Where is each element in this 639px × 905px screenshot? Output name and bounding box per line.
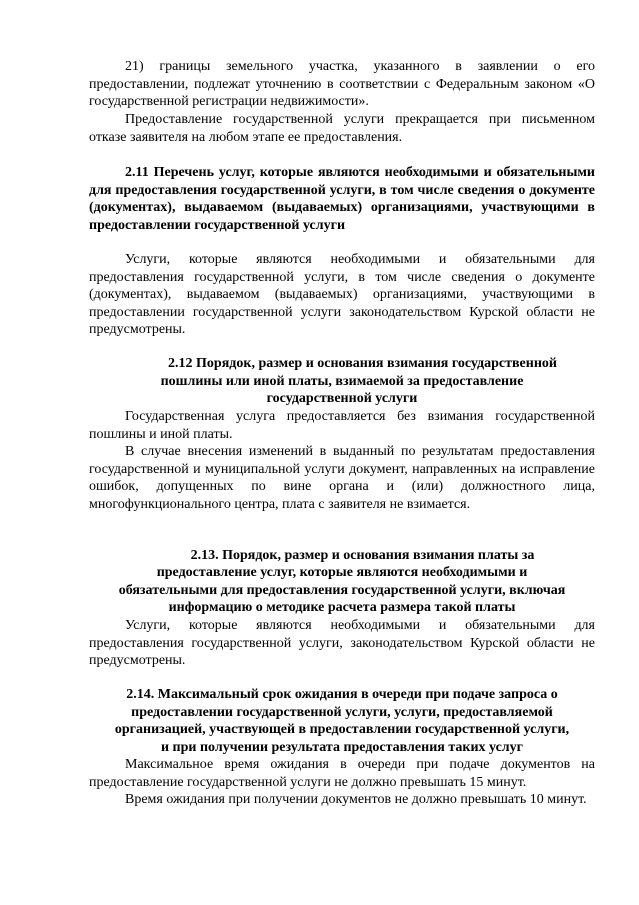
paragraph-fees-not-provided: Услуги, которые являются необходимыми и обязательными для предоставления государственной услуги, законодательством Курской области не предусмотрены.	[89, 618, 595, 668]
section-heading-2-11: 2.11 Перечень услуг, которые являются необходимыми и обязательными для предоставления государственной услуги, в том числе сведения о документе (документах), выдаваемом (выдаваемых) организациями, участвующими в предоставлении государственной услуги	[89, 165, 595, 233]
heading-line: и при получении результата предоставления таких услуг	[160, 740, 524, 755]
paragraph-termination: Предоставление государственной услуги прекращается при письменном отказе заявителя на любом этапе ее предоставления.	[89, 112, 595, 145]
heading-line: пошлины или иной платы, взимаемой за предоставление	[160, 374, 524, 389]
heading-line: 2.12 Порядок, размер и основания взимания государственной	[168, 356, 557, 371]
paragraph-no-fee: Государственная услуга предоставляется без взимания государственной пошлины и иной платы.	[89, 409, 595, 442]
paragraph-services-list: Услуги, которые являются необходимыми и обязательными для предоставления государственной услуги, в том числе сведения о документе (документах), выдаваемом (выдаваемых) организациями, участвующими в предоставлении государственной услуги законодательством Курской области не предусмотрены.	[89, 252, 595, 337]
heading-line: организацией, участвующей в предоставлении государственной услуги,	[114, 722, 570, 737]
paragraph-item-21: 21) границы земельного участка, указанного в заявлении о его предоставлении, подлежат уточнению в соответствии с Федеральным законом «О государственной регистрации недвижимости».	[89, 59, 595, 109]
paragraph-corrections: В случае внесения изменений в выданный по результатам предоставления государственной и муниципальной услуги документ, направленных на исправление ошибок, допущенных по вине органа и (или) должностного лица, многофункционального центра, плата с заявителя не взимается.	[89, 444, 595, 512]
heading-line: государственной услуги	[266, 391, 418, 406]
heading-line: предоставление услуг, которые являются необходимыми и	[156, 565, 528, 580]
heading-line: 2.14. Максимальный срок ожидания в очереди при подаче запроса о	[126, 687, 558, 702]
heading-line: информацию о методике расчета размера такой платы	[168, 600, 516, 615]
heading-line: обязательными для предоставления государственной услуги, включая	[118, 583, 566, 598]
paragraph-queue-time: Максимальное время ожидания в очереди при подаче документов на предоставление государственной услуги не должно превышать 15 минут.	[89, 757, 595, 790]
heading-line: предоставлении государственной услуги, услуги, предоставляемой	[131, 705, 553, 720]
paragraph-receipt-time: Время ожидания при получении документов не должно превышать 10 минут.	[125, 792, 587, 807]
heading-line: 2.13. Порядок, размер и основания взимания платы за	[190, 548, 535, 563]
